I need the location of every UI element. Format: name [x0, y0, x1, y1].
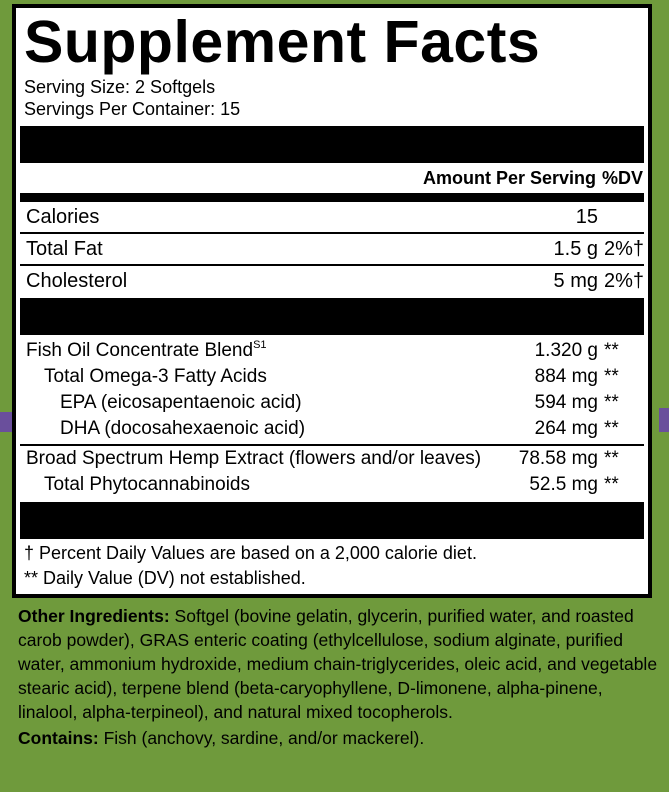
row-amount: 1.320 g	[534, 340, 598, 361]
row-dv: **	[604, 448, 619, 469]
row-dv: 2%†	[604, 238, 645, 260]
row-amount: 15	[575, 206, 598, 228]
row-label: Calories	[26, 206, 100, 228]
blend-row-fish-oil	[20, 338, 644, 364]
supplement-facts-panel	[12, 4, 652, 598]
row-dv: **	[604, 418, 619, 439]
row-amount: 52.5 mg	[529, 474, 598, 495]
nutrient-row-total-fat	[20, 234, 644, 264]
serving-size: Serving Size: 2 Softgels	[24, 77, 216, 97]
blend-row-epa	[20, 390, 644, 416]
nutrient-row-calories	[20, 202, 644, 232]
nutrient-row-cholesterol	[20, 266, 644, 296]
row-label: Broad Spectrum Hemp Extract (flowers and/or leaves)	[26, 448, 482, 469]
hemp-row-phytocannabinoids	[20, 472, 644, 498]
other-ingredients	[18, 604, 658, 724]
other-ingredients-text: Softgel (bovine gelatin, glycerin, purified water, and roasted carob powder), GRAS enteric coating (ethylcellulose, sodium alginate, purified water, ammonium hydroxide, medium chain-triglycerides, oleic acid, and vegetable stearic acid), terpene blend (beta-caryophyllene, D-limonene, alpha-pinene, linalool, alpha-terpineol), and natural mixed tocopherols.	[18, 606, 658, 722]
servings-per-container: Servings Per Container: 15	[24, 99, 241, 119]
panel-title: Supplement Facts	[24, 9, 541, 75]
row-dv: 2%†	[604, 270, 645, 292]
row-label: Total Phytocannabinoids	[44, 474, 250, 495]
row-label: EPA (eicosapentaenoic acid)	[60, 392, 302, 413]
column-header	[20, 163, 644, 193]
row-label: Cholesterol	[26, 270, 128, 292]
row-label: Total Omega-3 Fatty Acids	[44, 366, 267, 387]
header-divider	[20, 193, 644, 202]
purple-accent-right	[659, 408, 669, 432]
row-dv: **	[604, 474, 619, 495]
other-ingredients-label: Other Ingredients:	[18, 606, 170, 626]
row-amount: 594 mg	[534, 392, 598, 413]
thick-divider	[20, 298, 644, 335]
purple-accent-left	[0, 412, 12, 432]
contains	[18, 726, 658, 750]
row-label: Fish Oil Concentrate Blend$^{S1}$	[26, 339, 267, 361]
row-label: DHA (docosahexaenoic acid)	[60, 418, 306, 439]
blend-row-omega-3	[20, 364, 644, 390]
dv-header: %DV	[602, 168, 644, 188]
row-amount: 78.58 mg	[518, 448, 598, 469]
ingredients-section	[18, 604, 658, 750]
hemp-row-extract	[20, 446, 644, 472]
contains-label: Contains:	[18, 728, 99, 748]
row-dv: **	[604, 340, 619, 361]
footnote-daily-values: † Percent Daily Values are based on a 2,000 calorie diet.	[24, 543, 477, 563]
row-amount: 264 mg	[534, 418, 598, 439]
row-amount: 1.5 g	[553, 238, 598, 260]
row-label: Total Fat	[26, 238, 103, 260]
row-amount: 5 mg	[553, 270, 598, 292]
blend-row-dha	[20, 416, 644, 442]
footnote-not-established: ** Daily Value (DV) not established.	[24, 568, 306, 588]
amount-header: Amount Per Serving	[422, 168, 596, 188]
thick-divider	[20, 126, 644, 163]
contains-text: Fish (anchovy, sardine, and/or mackerel).	[98, 728, 425, 748]
row-dv: **	[604, 392, 619, 413]
footnote-marker: S1	[253, 339, 267, 351]
row-dv: **	[604, 366, 619, 387]
thick-divider	[20, 502, 644, 539]
row-amount: 884 mg	[534, 366, 598, 387]
